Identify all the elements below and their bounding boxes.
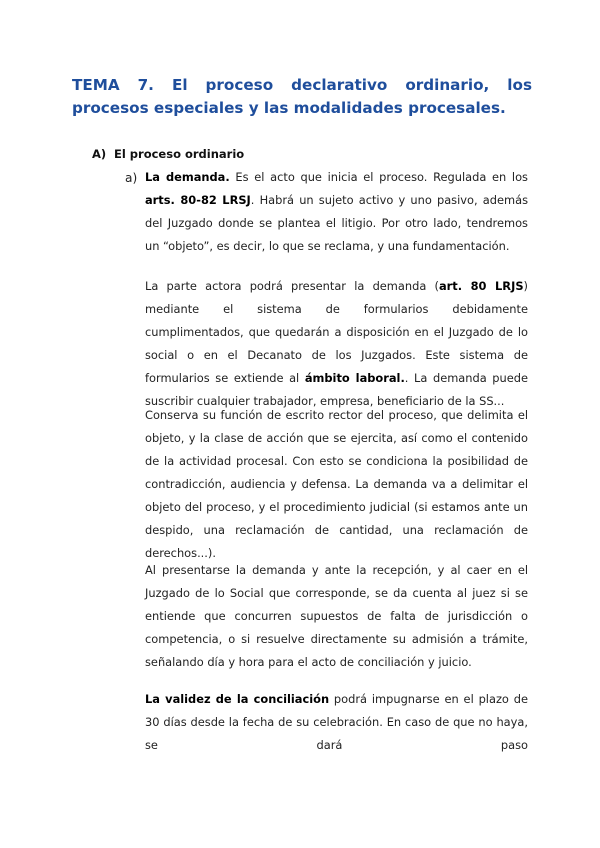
paragraph-text: . La demanda puede suscribir cualquier trabajador, empresa, beneficiario de la SS...: [145, 371, 529, 408]
bold-term: La demanda.: [145, 170, 230, 184]
paragraph-text: La parte actora podrá presentar la demanda (: [145, 279, 439, 293]
paragraph-demanda: [145, 166, 528, 258]
paragraph-text: ) mediante el sistema de formularios debidamente cumplimentados, que quedarán a disposición en el Juzgado de lo social o en el Decanato de los Juzgados. Este sistema de formularios se extiende al: [145, 279, 528, 385]
section-heading-text: El proceso ordinario: [114, 147, 245, 161]
bold-term: arts. 80-82 LRSJ: [145, 193, 251, 207]
paragraph-text: . Habrá un sujeto activo y uno pasivo, además del Juzgado donde se plantea el litigio. Por otro lado, tendremos un “objeto”, es decir, lo que se reclama, y una fundamentación.: [145, 193, 528, 253]
bold-term: art. 80 LRJS: [438, 279, 524, 293]
paragraph-conciliacion: [145, 688, 528, 757]
paragraph-escrito-rector: Conserva su función de escrito rector del proceso, que delimita el objeto, y la clase de acción que se ejercita, así como el contenido de la actividad procesal. Con esto se condiciona la posibilidad de contradicción, audiencia y defensa. La demanda va a delimitar el objeto del proceso, y el procedimiento judicial (si estamos ante un despido, una reclamación de cantidad, una reclamación de derechos...).: [145, 408, 528, 560]
paragraph-text: Es el acto que inicia el proceso. Regulada en los: [229, 170, 528, 184]
paragraph-parte-actora: [145, 275, 528, 413]
bold-term: ámbito laboral.: [304, 371, 405, 385]
bold-term: La validez de la conciliación: [145, 692, 330, 706]
paragraph-recepcion: Al presentarse la demanda y ante la recepción, y al caer en el Juzgado de lo Social que corresponde, se da cuenta al juez si se entiende que concurren supuestos de falta de jurisdicción o competencia, o si resuelve directamente su admisión a trámite, señalando día y hora para el acto de conciliación y juicio.: [145, 563, 528, 669]
section-label: A): [92, 147, 107, 161]
paragraph-text: podrá impugnarse en el plazo de 30 días desde la fecha de su celebración. En caso de que no haya, se dará paso: [145, 692, 528, 752]
section-heading: [92, 147, 244, 161]
list-marker: a): [125, 171, 138, 185]
document-title: TEMA 7. El proceso declarativo ordinario, los procesos especiales y las modalidades procesales.: [72, 76, 532, 117]
